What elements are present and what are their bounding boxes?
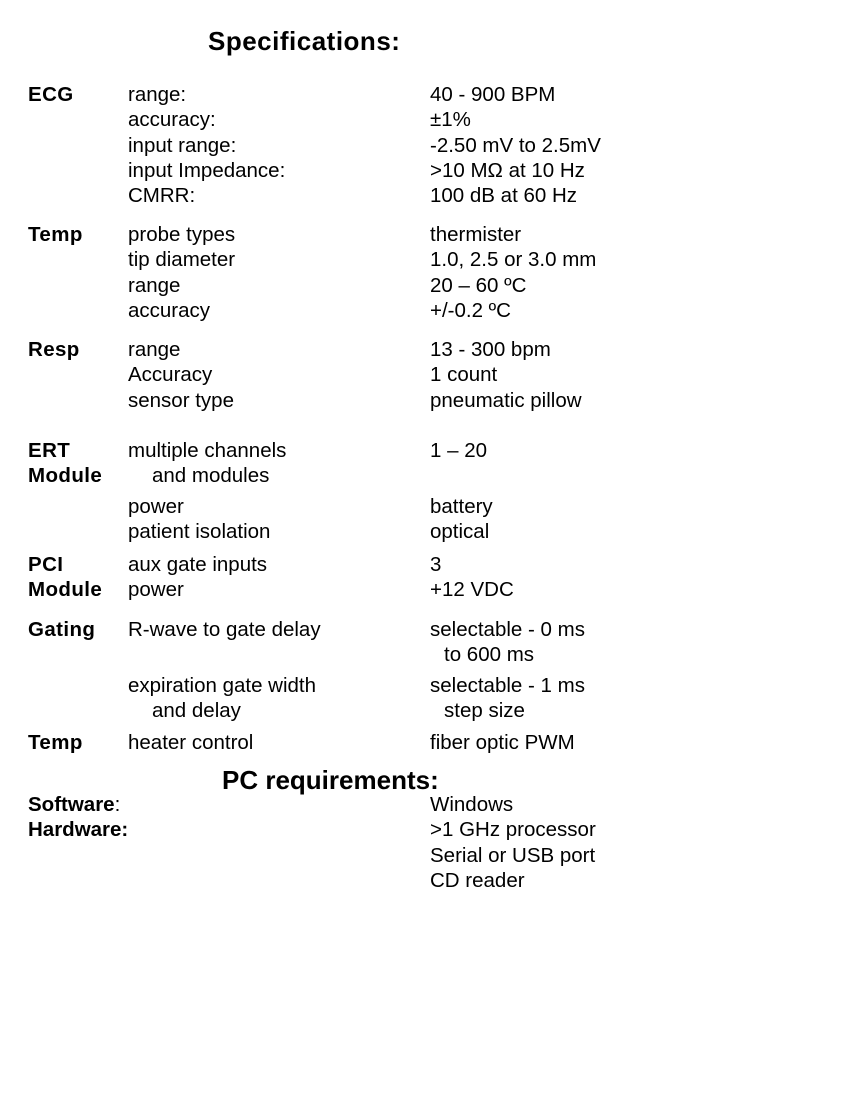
- spec-row: [128, 362, 840, 387]
- pc-label: [28, 868, 430, 893]
- spec-property: patient isolation: [128, 519, 271, 543]
- spec-property: accuracy: [128, 298, 211, 322]
- section-label-line: PCI: [28, 553, 64, 576]
- pc-row: [28, 792, 840, 817]
- pc-label-colon: :: [114, 793, 121, 816]
- spec-value: pneumatic pillow: [430, 388, 582, 412]
- spec-row: [128, 183, 840, 208]
- spec-row: [128, 298, 840, 323]
- section-label: [28, 552, 128, 603]
- section-label-line: ECG: [28, 83, 74, 106]
- section-label-line: ERT: [28, 439, 71, 462]
- spec-property: range:: [128, 83, 187, 106]
- spec-row: [128, 642, 840, 667]
- spec-row: [128, 577, 840, 602]
- spec-section-ecg: [28, 82, 840, 208]
- pc-requirements-heading: PC requirements:: [222, 765, 439, 795]
- spec-value: 3: [430, 553, 442, 576]
- spec-section-temp: [28, 222, 840, 323]
- spec-value: to 600 ms: [444, 643, 535, 667]
- section-label-line: Gating: [28, 618, 96, 641]
- pc-value: Serial or USB port: [430, 843, 596, 867]
- pc-row: [28, 817, 840, 842]
- spec-row: [128, 388, 840, 413]
- pc-value: >1 GHz processor: [430, 818, 596, 842]
- spec-value: +12 VDC: [430, 578, 514, 602]
- section-label-line: Module: [28, 464, 103, 488]
- spec-value: ±1%: [430, 108, 471, 132]
- spec-row: [128, 222, 840, 247]
- pc-label: [28, 817, 430, 842]
- spec-value: 20 – 60 ºC: [430, 273, 527, 297]
- spec-property: probe types: [128, 223, 236, 246]
- spec-row: [128, 273, 840, 298]
- section-label: [28, 730, 128, 755]
- spec-value: selectable - 0 ms: [430, 618, 585, 641]
- spec-value: fiber optic PWM: [430, 731, 575, 754]
- spec-value: [430, 463, 840, 488]
- spec-value: step size: [444, 698, 525, 722]
- spec-value: thermister: [430, 223, 522, 246]
- spec-row: [128, 463, 840, 488]
- spec-value: 100 dB at 60 Hz: [430, 184, 578, 208]
- section-label-line: Temp: [28, 731, 83, 754]
- spec-row: [128, 673, 840, 698]
- spec-property: heater control: [128, 731, 254, 754]
- spec-row: [128, 552, 840, 577]
- spec-property: accuracy:: [128, 108, 216, 132]
- pc-label-text: Hardware:: [28, 818, 129, 842]
- spec-row: [128, 107, 840, 132]
- section-label: [28, 82, 128, 107]
- spec-property: expiration gate width: [128, 673, 317, 697]
- section-rows: [128, 617, 840, 723]
- section-label-line: Temp: [28, 223, 83, 246]
- spec-property: aux gate inputs: [128, 553, 268, 576]
- pc-label-text: Software: [28, 793, 115, 816]
- pc-requirements-block: [28, 792, 840, 893]
- spec-property: power: [128, 494, 184, 518]
- pc-value: CD reader: [430, 868, 525, 892]
- spec-row: [128, 133, 840, 158]
- section-rows: [128, 438, 840, 544]
- spec-property: CMRR:: [128, 184, 196, 208]
- section-rows: [128, 730, 840, 755]
- spec-value: 13 - 300 bpm: [430, 338, 551, 361]
- section-rows: [128, 222, 840, 323]
- pc-row: [28, 868, 840, 893]
- spec-row: [128, 494, 840, 519]
- page-title: Specifications:: [208, 26, 401, 56]
- spec-row: [128, 82, 840, 107]
- spec-value: 40 - 900 BPM: [430, 83, 556, 106]
- spec-section-gating: [28, 617, 840, 723]
- spec-row: [128, 519, 840, 544]
- spec-value: 1.0, 2.5 or 3.0 mm: [430, 248, 597, 272]
- section-label: [28, 617, 128, 642]
- spec-property: tip diameter: [128, 248, 236, 272]
- spec-property: power: [128, 578, 184, 602]
- spec-row: [128, 247, 840, 272]
- spec-property: input range:: [128, 133, 237, 157]
- spec-row: [128, 730, 840, 755]
- spec-value: selectable - 1 ms: [430, 673, 585, 697]
- spec-property: sensor type: [128, 388, 234, 412]
- pc-label: [28, 843, 430, 868]
- spec-section-pci-module: [28, 552, 840, 603]
- spec-property: Accuracy: [128, 363, 213, 387]
- spec-value: -2.50 mV to 2.5mV: [430, 133, 601, 157]
- pc-row: [28, 843, 840, 868]
- spec-section-resp: [28, 337, 840, 413]
- spec-row: [128, 158, 840, 183]
- pc-value: Windows: [430, 793, 514, 816]
- section-rows: [128, 552, 840, 603]
- section-label: [28, 222, 128, 247]
- spec-property: and delay: [152, 698, 241, 722]
- section-label: [28, 337, 128, 362]
- spec-value: +/-0.2 ºC: [430, 298, 511, 322]
- spec-property: range: [128, 273, 181, 297]
- spec-section-temp-heater: [28, 730, 840, 755]
- spec-property: and modules: [152, 464, 270, 488]
- spec-row: [128, 438, 840, 463]
- spec-value: >10 MΩ at 10 Hz: [430, 158, 585, 182]
- spec-value: 1 – 20: [430, 439, 487, 462]
- section-rows: [128, 82, 840, 208]
- section-label: [28, 438, 128, 489]
- section-label-line: Resp: [28, 338, 80, 361]
- spec-property: input Impedance:: [128, 158, 286, 182]
- spec-value: optical: [430, 519, 490, 543]
- pc-label: [28, 792, 430, 817]
- spec-property: multiple channels: [128, 439, 287, 462]
- spec-row: [128, 698, 840, 723]
- spec-section-ert-module: [28, 438, 840, 544]
- spec-value: battery: [430, 494, 493, 518]
- spec-property: R-wave to gate delay: [128, 618, 321, 641]
- section-label-line: Module: [28, 578, 103, 602]
- section-rows: [128, 337, 840, 413]
- spec-value: 1 count: [430, 363, 498, 387]
- spec-row: [128, 617, 840, 642]
- spec-row: [128, 337, 840, 362]
- spec-property: range: [128, 338, 181, 361]
- spec-property: [128, 642, 430, 667]
